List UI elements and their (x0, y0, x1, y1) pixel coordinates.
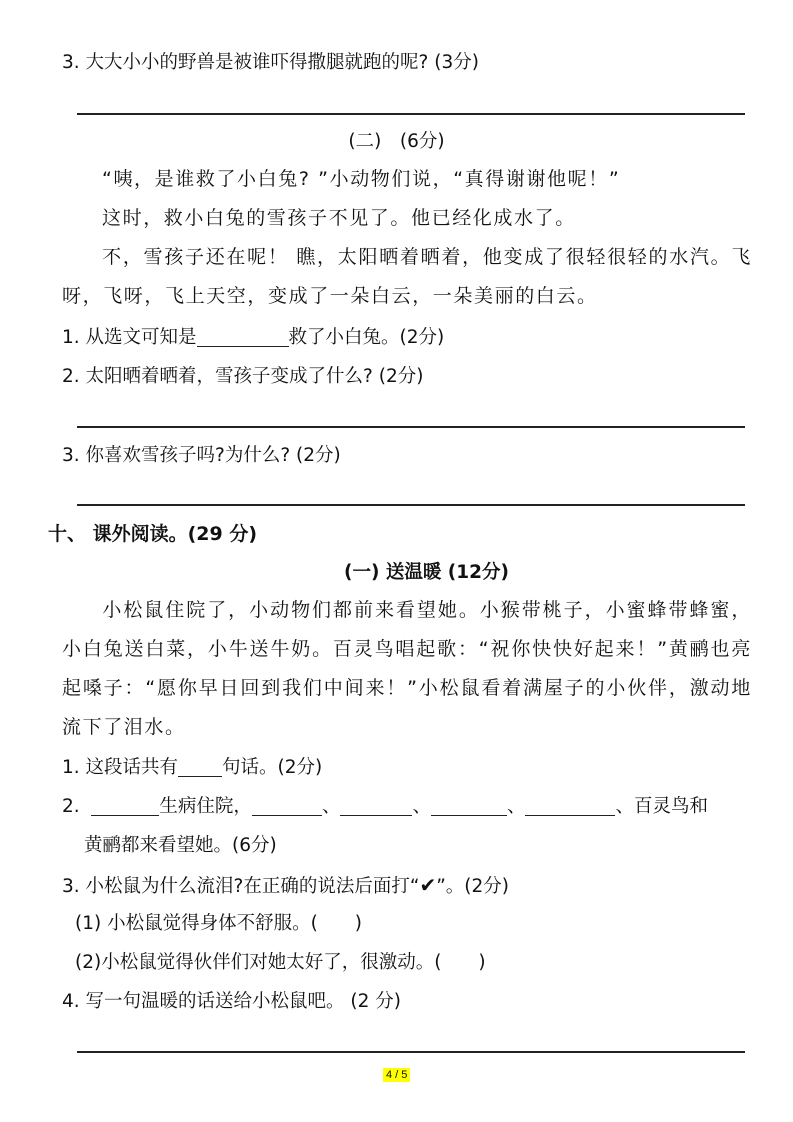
answer-blank[interactable] (252, 795, 322, 816)
answer-blank[interactable] (340, 795, 412, 816)
question-3-part1: 3. 大大小小的野兽是被谁吓得撒腿就跑的呢? (3分) (62, 52, 479, 73)
answer-blank[interactable] (525, 795, 615, 816)
answer-line (77, 504, 745, 506)
answer-blank[interactable] (431, 795, 507, 816)
section-10-title: 十、 课外阅读。(29 分) (48, 523, 258, 545)
answer-line (77, 1051, 745, 1053)
passage-2-paragraph-2: 这时，救小白兔的雪孩子不见了。他已经化成水了。 (102, 207, 576, 229)
reading-1-question-3-option-2: (2)小松鼠觉得伙伴们对她太好了，很激动。( ) (75, 952, 486, 973)
answer-line (77, 113, 745, 115)
reading-1-question-2: 2. 生病住院， 、 、 、 、百灵鸟和 (62, 796, 708, 817)
reading-1-question-3-option-1: (1) 小松鼠觉得身体不舒服。( ) (75, 913, 363, 934)
passage-2-paragraph-1: “咦，是谁救了小白兔? ”小动物们说，“真得谢谢他呢！” (102, 168, 621, 190)
reading-1-question-3: 3. 小松鼠为什么流泪?在正确的说法后面打“✔”。(2分) (62, 873, 509, 897)
passage-2-title: (二) (6分) (348, 131, 445, 152)
passage-2-paragraph-3: 不，雪孩子还在呢！ 瞧，太阳晒着晒着，他变成了很轻很轻的水汽。飞呀，飞呀，飞上天空，变成了一朵白云，一朵美丽的白云。 (62, 246, 752, 307)
reading-1-question-1: 1. 这段话共有 句话。(2分) (62, 757, 323, 778)
passage-2-question-3: 3. 你喜欢雪孩子吗?为什么? (2分) (62, 445, 341, 466)
answer-blank[interactable] (197, 326, 289, 347)
check-mark-icon: ✔ (419, 873, 437, 897)
reading-1-question-2-cont: 黄鹂都来看望她。(6分) (84, 835, 277, 856)
reading-1-passage: 小松鼠住院了，小动物们都前来看望她。小猴带桃子，小蜜蜂带蜂蜜，小白兔送白菜，小牛送牛奶。百灵鸟唱起歌：“祝你快快好起来！”黄鹂也亮起嗓子：“愿你早日回到我们中间来！”小松鼠看着满屋子的小伙伴，激动地流下了泪水。 (62, 599, 752, 738)
answer-blank[interactable] (91, 795, 159, 816)
answer-blank[interactable] (178, 756, 222, 777)
reading-1-question-4: 4. 写一句温暖的话送给小松鼠吧。 (2 分) (62, 991, 401, 1012)
answer-line (77, 426, 745, 428)
page-number: 4 / 5 (383, 1068, 410, 1082)
reading-1-title: (一) 送温暖 (12分) (344, 562, 509, 583)
passage-2-question-2: 2. 太阳晒着晒着，雪孩子变成了什么? (2分) (62, 366, 424, 387)
passage-2-question-1: 1. 从选文可知是 救了小白兔。(2分) (62, 327, 445, 348)
